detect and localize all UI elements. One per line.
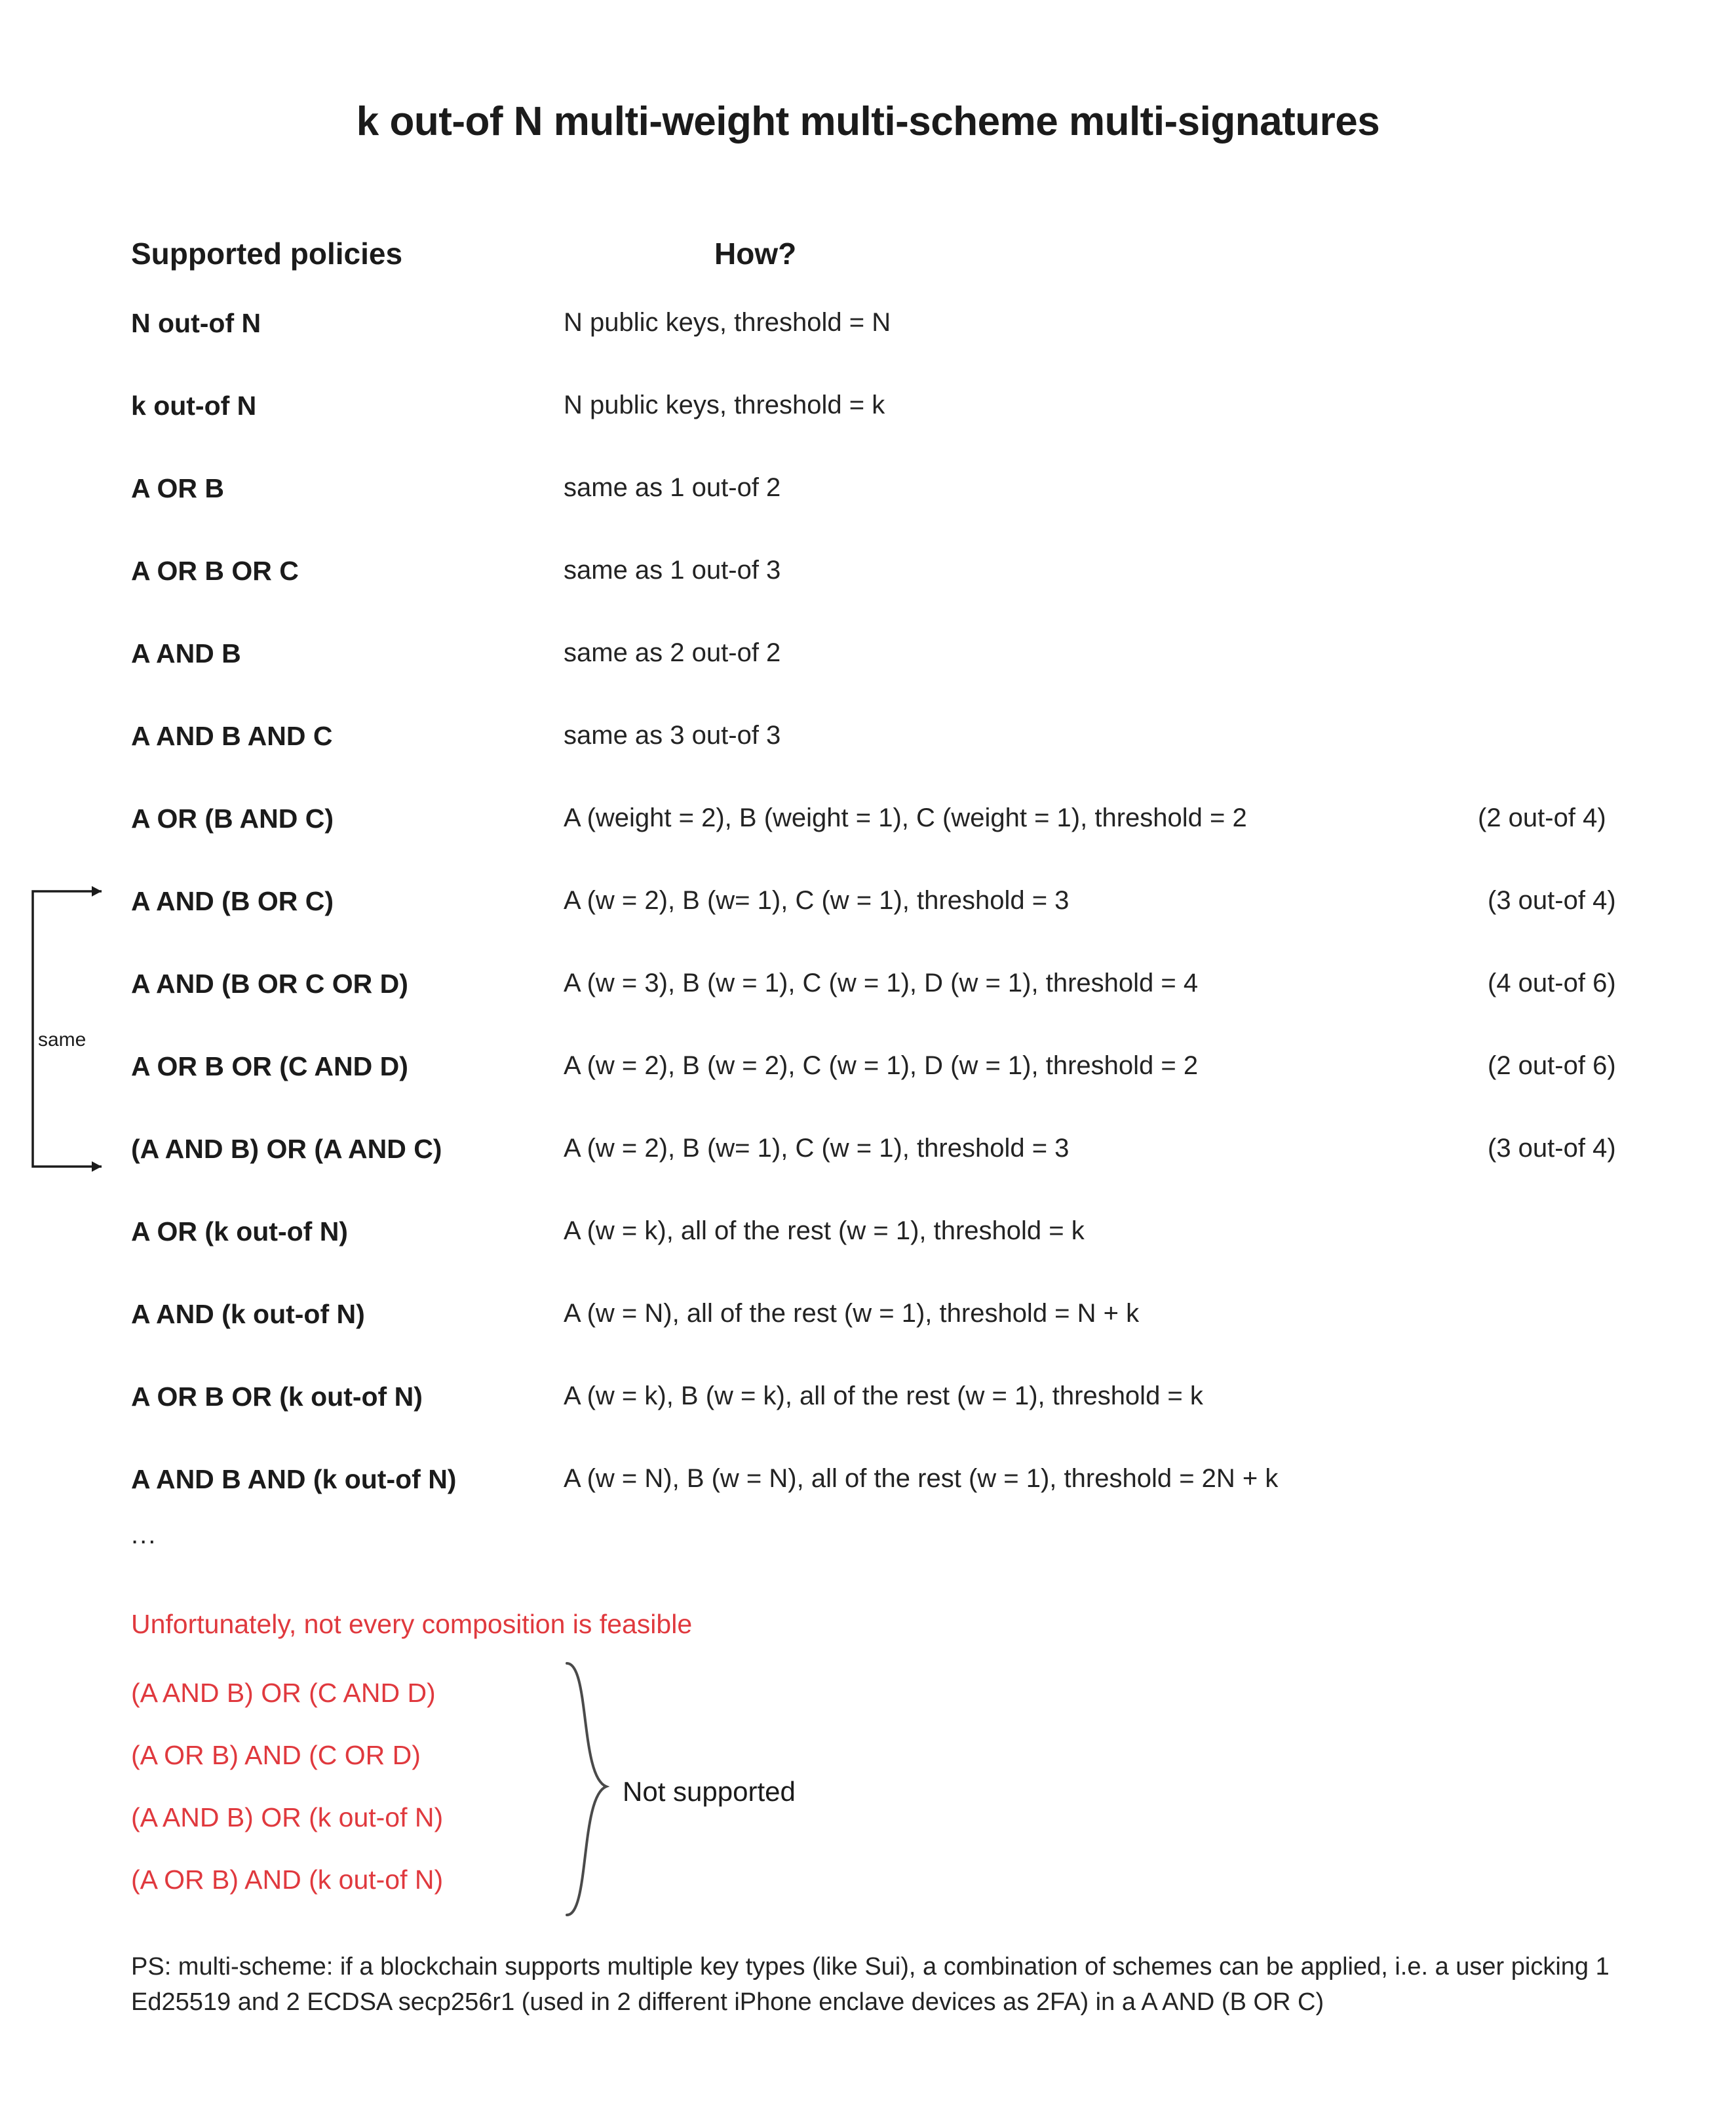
unsupported-policy: (A OR B) AND (k out-of N) [131, 1865, 444, 1895]
policy-how: A (w = N), all of the rest (w = 1), threshold = N + k [564, 1299, 1140, 1328]
column-header-how: How? [714, 237, 797, 271]
policy-how: A (w = k), B (w = k), all of the rest (w = 1), threshold = k [564, 1382, 1203, 1410]
unsupported-policy: (A AND B) OR (k out-of N) [131, 1802, 444, 1832]
table-row [0, 803, 1736, 844]
policy-table [0, 308, 1736, 1547]
policy-how: N public keys, threshold = k [564, 391, 885, 419]
table-row [0, 1134, 1736, 1174]
policy-equivalent: (3 out-of 4) [1488, 886, 1616, 915]
table-row [0, 969, 1736, 1009]
policy-equivalent: (4 out-of 6) [1488, 969, 1616, 997]
table-row [0, 1464, 1736, 1505]
not-supported-label: Not supported [623, 1776, 796, 1807]
policy-label: A OR B OR (k out-of N) [131, 1382, 423, 1412]
policy-how: A (w = 2), B (w= 1), C (w = 1), threshold = 3 [564, 1134, 1070, 1163]
policy-label: A OR (k out-of N) [131, 1216, 348, 1247]
table-row [0, 308, 1736, 349]
ps-note: PS: multi-scheme: if a blockchain supports multiple key types (like Sui), a combination of schemes can be applied, i.e. a user picking 1 Ed25519 and 2 ECDSA secp256r1 (used in 2 different iPhone enclave devices as 2FA) in a A AND (B OR C) [131, 1953, 1610, 2016]
policy-how: same as 3 out-of 3 [564, 721, 781, 750]
policy-label: A OR B OR C [131, 556, 299, 586]
policy-label: A AND B AND C [131, 721, 333, 751]
table-row [0, 391, 1736, 431]
policy-label: k out-of N [131, 391, 257, 421]
unsupported-policy: (A OR B) AND (C OR D) [131, 1740, 421, 1770]
policy-label: A AND (B OR C OR D) [131, 969, 408, 999]
policy-how: A (w = N), B (w = N), all of the rest (w = 1), threshold = 2N + k [564, 1464, 1279, 1493]
policy-label: A OR B OR (C AND D) [131, 1051, 408, 1081]
policy-label: A AND B [131, 638, 241, 668]
policy-how: A (weight = 2), B (weight = 1), C (weight = 1), threshold = 2 [564, 803, 1247, 832]
policy-how: A (w = k), all of the rest (w = 1), threshold = k [564, 1216, 1085, 1245]
policy-how: same as 2 out-of 2 [564, 638, 781, 667]
policy-how: same as 1 out-of 2 [564, 473, 781, 502]
table-row [0, 1299, 1736, 1340]
policy-label: A OR (B AND C) [131, 803, 334, 834]
table-row [0, 1382, 1736, 1422]
page-title: k out-of N multi-weight multi-scheme multi-signatures [356, 99, 1380, 144]
policy-equivalent: (3 out-of 4) [1488, 1134, 1616, 1163]
same-label: same [38, 1029, 87, 1051]
table-row [0, 1216, 1736, 1257]
continuation-ellipsis: ... [131, 1520, 157, 1549]
policy-label: A AND B AND (k out-of N) [131, 1464, 457, 1494]
policy-how: N public keys, threshold = N [564, 308, 891, 337]
table-row [0, 556, 1736, 596]
policy-label: A AND (k out-of N) [131, 1299, 365, 1329]
policy-label: A OR B [131, 473, 224, 503]
policy-label: (A AND B) OR (A AND C) [131, 1134, 442, 1164]
policy-label: N out-of N [131, 308, 261, 338]
table-row [0, 886, 1736, 927]
table-row [0, 473, 1736, 514]
policy-how: A (w = 3), B (w = 1), C (w = 1), D (w = 1), threshold = 4 [564, 969, 1199, 997]
column-header-policies: Supported policies [131, 237, 403, 271]
infeasible-warning: Unfortunately, not every composition is feasible [131, 1609, 693, 1639]
table-row [0, 1051, 1736, 1092]
policy-how: same as 1 out-of 3 [564, 556, 781, 585]
table-row [0, 721, 1736, 762]
policy-how: A (w = 2), B (w= 1), C (w = 1), threshold = 3 [564, 886, 1070, 915]
table-row [0, 638, 1736, 679]
policy-equivalent: (2 out-of 4) [1478, 803, 1606, 832]
policy-label: A AND (B OR C) [131, 886, 334, 916]
unsupported-policy: (A AND B) OR (C AND D) [131, 1678, 436, 1708]
policy-how: A (w = 2), B (w = 2), C (w = 1), D (w = 1), threshold = 2 [564, 1051, 1199, 1080]
policy-equivalent: (2 out-of 6) [1488, 1051, 1616, 1080]
